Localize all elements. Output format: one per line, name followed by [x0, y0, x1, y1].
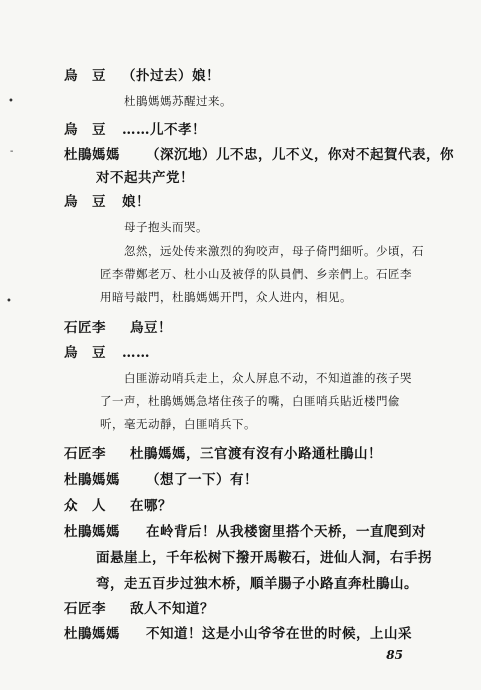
margin-speck: •	[6, 296, 12, 307]
dialogue-text: （扑过去）娘！	[122, 68, 220, 84]
stage-direction: 听，毫无动靜，白匪哨兵下。	[100, 417, 256, 431]
stage-direction: 匠李帶鄭老万、杜小山及被俘的队員們、乡亲們上。石匠李	[100, 267, 412, 281]
dialogue-text: 在哪？	[130, 498, 172, 514]
dialogue-continuation: 面悬崖上，千年松树下撥开馬鞍石，进仙人洞，右手拐	[96, 550, 432, 566]
dialogue-line	[64, 468, 258, 488]
dialogue-line	[64, 316, 172, 336]
speaker-name: 烏 豆	[64, 68, 106, 84]
speaker-name: 烏 豆	[64, 194, 106, 210]
speaker-name: 杜鵑媽媽	[64, 147, 120, 163]
speaker-name: 石匠李	[64, 320, 106, 336]
dialogue-line	[64, 64, 220, 84]
speaker-name: 石匠李	[64, 601, 106, 617]
speaker-name: 烏 豆	[64, 345, 106, 361]
dialogue-line	[64, 190, 150, 210]
stage-direction: 母子抱头而哭。	[124, 220, 208, 234]
margin-speck: -	[10, 146, 14, 157]
stage-direction: 了一声，杜鵑媽媽急堵住孩子的嘴，白匪哨兵貼近楼門偸	[100, 394, 400, 408]
dialogue-line	[64, 520, 426, 540]
page-number: 85	[386, 648, 403, 662]
dialogue-text: （深沉地）儿不忠，儿不义，你对不起賀代表，你	[146, 147, 454, 163]
dialogue-continuation: 弯，走五百步过独木桥，順羊腸子小路直奔杜鵑山。	[96, 576, 418, 592]
dialogue-text: 敌人不知道？	[130, 601, 214, 617]
dialogue-line	[64, 622, 412, 642]
dialogue-text: 杜鵑媽媽，三官渡有沒有小路通杜鵑山！	[130, 446, 382, 462]
speaker-name: 杜鵑媽媽	[64, 524, 120, 540]
stage-direction: 用暗号敲門，杜鵑媽媽开門，众人进内，相见。	[100, 290, 352, 304]
stage-direction: 杜鵑媽媽苏醒过来。	[124, 94, 232, 108]
speaker-name: 众 人	[64, 498, 106, 514]
speaker-name: 石匠李	[64, 446, 106, 462]
dialogue-continuation: 对不起共产党！	[96, 170, 194, 186]
stage-direction: 白匪游动哨兵走上，众人屏息不动，不知道誰的孩子哭	[124, 371, 412, 385]
dialogue-line	[64, 494, 172, 514]
dialogue-line	[64, 143, 454, 163]
dialogue-text: 烏豆！	[130, 320, 172, 336]
speaker-name: 烏 豆	[64, 122, 106, 138]
dialogue-text: （想了一下）有！	[146, 472, 258, 488]
speaker-name: 杜鵑媽媽	[64, 626, 120, 642]
stage-direction: 忽然，远处传来激烈的狗咬声，母子倚門細听。少頃，石	[124, 244, 424, 258]
dialogue-text: ……儿不孝！	[122, 122, 206, 138]
dialogue-line	[64, 442, 382, 462]
dialogue-text: 娘！	[122, 194, 150, 210]
margin-speck: •	[8, 96, 14, 107]
speaker-name: 杜鵑媽媽	[64, 472, 120, 488]
dialogue-text: 不知道！这是小山爷爷在世的时候，上山采	[146, 626, 412, 642]
dialogue-line	[64, 118, 206, 138]
dialogue-line	[64, 341, 150, 361]
dialogue-text: ……	[122, 345, 150, 361]
dialogue-text: 在岭背后！从我楼窗里搭个天桥，一直爬到对	[146, 524, 426, 540]
dialogue-line	[64, 597, 214, 617]
